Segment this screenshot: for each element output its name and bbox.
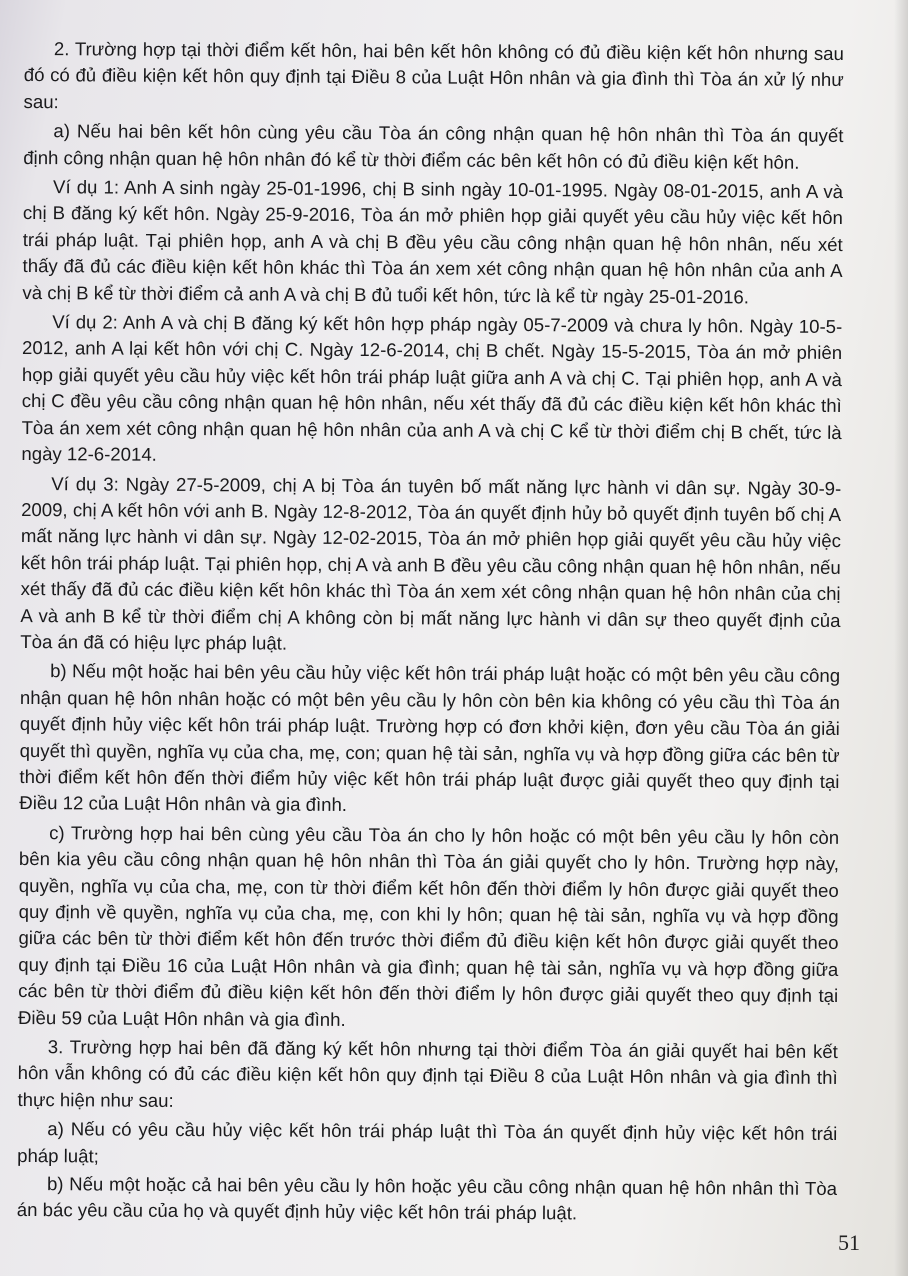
paragraph-3-intro: 3. Trường hợp hai bên đã đăng ký kết hôn nhưng tại thời điểm Tòa án giải quyết hai bên kết hôn vẫn không có đủ các điều kiện kết hôn quy định tại Điều 8 của Luật Hôn nhân và gia đình thì thực hiện như sau: [17, 1036, 838, 1111]
paragraph-2b: b) Nếu một hoặc hai bên yêu cầu hủy việc kết hôn trái pháp luật hoặc có một bên yêu cầu công nhận quan hệ hôn nhân hoặc có một bên yêu cầu ly hôn còn bên kia không có yêu cầu thì Tòa án quyết định hủy việc kết hôn trái pháp luật. Trường hợp có đơn khởi kiện, đơn yêu cầu Tòa án giải quyết thì quyền, nghĩa vụ của cha, mẹ, con; quan hệ tài sản, nghĩa vụ và hợp đồng giữa các bên từ thời điểm kết hôn đến thời điểm hủy việc kết hôn trái pháp luật được giải quyết theo quy định tại Điều 12 của Luật Hôn nhân và gia đình. [19, 660, 841, 816]
paragraph-example-3: Ví dụ 3: Ngày 27-5-2009, chị A bị Tòa án tuyên bố mất năng lực hành vi dân sự. Ngày 30-9-2009, chị A kết hôn với anh B. Ngày 12-8-2012, Tòa án quyết định hủy bỏ quyết định tuyên bố chị A mất năng lực hành vi dân sự. Ngày 12-02-2015, Tòa án mở phiên họp giải quyết yêu cầu hủy việc kết hôn trái pháp luật. Tại phiên họp, chị A và anh B đều yêu cầu công nhận quan hệ hôn nhân, nếu xét thấy đã đủ các điều kiện kết hôn khác thì Tòa án xem xét công nhận quan hệ hôn nhân của chị A và anh B kể từ thời điểm chị A không còn bị mất năng lực hành vi dân sự theo quyết định của Tòa án đã có hiệu lực pháp luật. [20, 472, 842, 654]
paragraph-3a: a) Nếu có yêu cầu hủy việc kết hôn trái pháp luật thì Tòa án quyết định hủy việc kết hôn trái pháp luật; [17, 1118, 838, 1167]
paragraph-example-1: Ví dụ 1: Anh A sinh ngày 25-01-1996, chị B sinh ngày 10-01-1995. Ngày 08-01-2015, anh A và chị B đăng ký kết hôn. Ngày 25-9-2016, Tòa án mở phiên họp giải quyết yêu cầu hủy việc kết hôn trái pháp luật. Tại phiên họp, anh A và chị B đều yêu cầu công nhận quan hệ hôn nhân, nếu xét thấy đã đủ các điều kiện kết hôn khác thì Tòa án xem xét công nhận quan hệ hôn nhân của anh A và chị B kể từ thời điểm cả anh A và chị B đủ tuổi kết hôn, tức là kể từ ngày 25-01-2016. [22, 176, 844, 308]
paragraph-2c: c) Trường hợp hai bên cùng yêu cầu Tòa án cho ly hôn hoặc có một bên yêu cầu ly hôn còn bên kia yêu cầu công nhận quan hệ hôn nhân thì Tòa án giải quyết cho ly hôn. Trường hợp này, quyền, nghĩa vụ của cha, mẹ, con từ thời điểm kết hôn đến thời điểm ly hôn được giải quyết theo quy định về quyền, nghĩa vụ của cha, mẹ, con khi ly hôn; quan hệ tài sản, nghĩa vụ và hợp đồng giữa các bên từ thời điểm kết hôn đến trước thời điểm đủ điều kiện kết hôn được giải quyết theo quy định tại Điều 16 của Luật Hôn nhân và gia đình; quan hệ tài sản, nghĩa vụ và hợp đồng giữa các bên từ thời điểm đủ điều kiện kết hôn đến thời điểm ly hôn được giải quyết theo quy định tại Điều 59 của Luật Hôn nhân và gia đình. [17, 821, 840, 1030]
page-body [17, 36, 844, 1231]
page-edge-shadow [894, 0, 908, 1276]
paragraph-3b: b) Nếu một hoặc cả hai bên yêu cầu ly hôn hoặc yêu cầu công nhận quan hệ hôn nhân thì Tòa án bác yêu cầu của họ và quyết định hủy việc kết hôn trái pháp luật. [16, 1173, 838, 1224]
paragraph-2-intro: 2. Trường hợp tại thời điểm kết hôn, hai bên kết hôn không có đủ điều kiện kết hôn nhưng sau đó có đủ điều kiện kết hôn quy định tại Điều 8 của Luật Hôn nhân và gia đình thì Tòa án xử lý như sau: [23, 38, 844, 113]
page-number: 51 [838, 1230, 860, 1255]
paragraph-2a: a) Nếu hai bên kết hôn cùng yêu cầu Tòa án công nhận quan hệ hôn nhân thì Tòa án quyết định công nhận quan hệ hôn nhân đó kể từ thời điểm các bên kết hôn có đủ điều kiện kết hôn. [23, 120, 844, 173]
paragraph-example-2: Ví dụ 2: Anh A và chị B đăng ký kết hôn hợp pháp ngày 05-7-2009 và chưa ly hôn. Ngày 10-5-2012, anh A lại kết hôn với chị C. Ngày 12-6-2014, chị B chết. Ngày 15-5-2015, Tòa án mở phiên họp giải quyết yêu cầu hủy việc kết hôn trái pháp luật giữa anh A và chị C. Tại phiên họp, anh A và chị C đều yêu cầu công nhận quan hệ hôn nhân, nếu xét thấy đã đủ các điều kiện kết hôn khác thì Tòa án xem xét công nhận quan hệ hôn nhân của anh A và chị C kể từ thời điểm chị B chết, tức là ngày 12-6-2014. [21, 311, 843, 465]
